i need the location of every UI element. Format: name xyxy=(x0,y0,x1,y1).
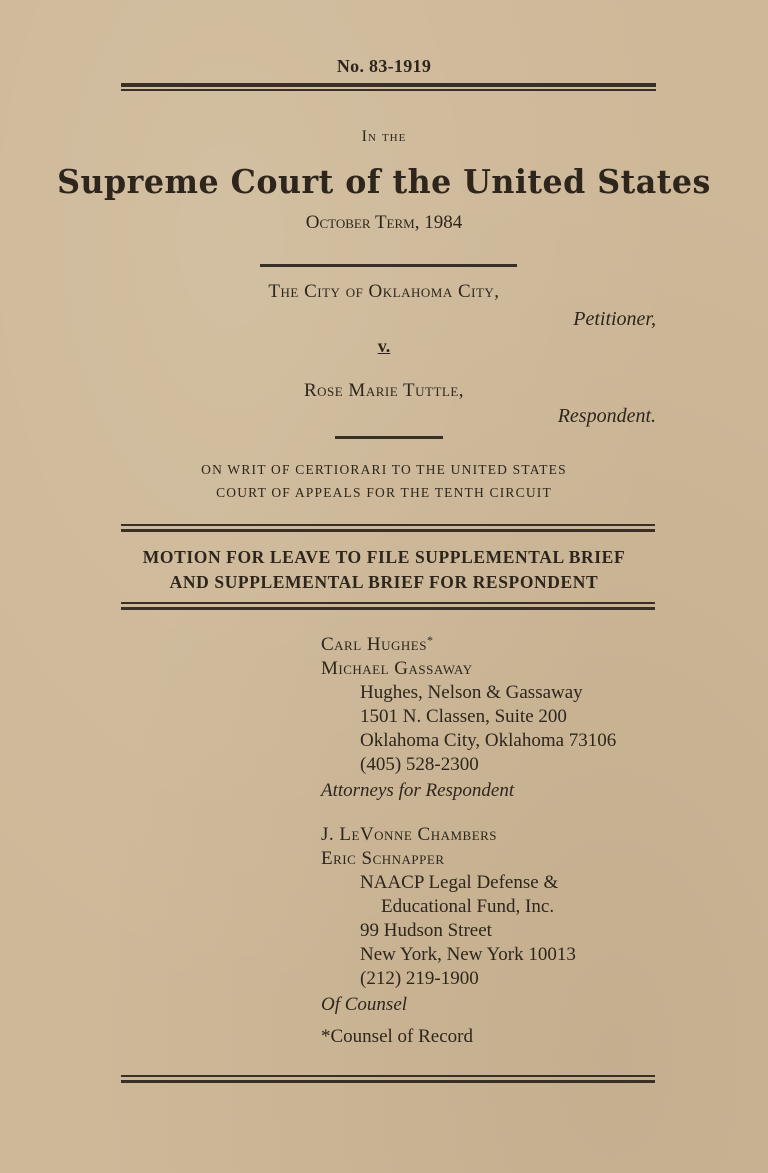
city-state-zip: Oklahoma City, Oklahoma 73106 xyxy=(360,730,617,751)
counsel-group-of-counsel xyxy=(321,823,616,1017)
versus: v. xyxy=(377,336,391,356)
attorney-name-text: Carl Hughes xyxy=(321,634,427,655)
motion-title-line-2: AND SUPPLEMENTAL BRIEF FOR RESPONDENT xyxy=(169,572,599,592)
street-address: 1501 N. Classen, Suite 200 xyxy=(360,706,567,727)
divider-rule xyxy=(260,264,517,267)
docket-number: No. 83-1919 xyxy=(336,56,432,76)
court-preamble: In the xyxy=(361,128,407,145)
counsel-of-record-marker: * xyxy=(426,633,434,647)
city-state-zip: New York, New York 10013 xyxy=(360,944,576,965)
petitioner-name: The City of Oklahoma City, xyxy=(268,281,500,302)
petitioner-role: Petitioner, xyxy=(573,308,656,330)
organization-name: NAACP Legal Defense & xyxy=(360,872,559,893)
counsel-of-record-footnote: *Counsel of Record xyxy=(321,1026,473,1047)
motion-title xyxy=(0,545,768,595)
rule-thick xyxy=(121,607,655,610)
counsel-group-respondent xyxy=(321,628,616,803)
rule-thick xyxy=(121,529,655,532)
counsel-role: Attorneys for Respondent xyxy=(321,780,515,801)
attorney-name: Michael Gassaway xyxy=(321,658,473,679)
attorney-name: J. LeVonne Chambers xyxy=(321,824,498,845)
counsel-role: Of Counsel xyxy=(321,994,408,1015)
respondent-name: Rose Marie Tuttle, xyxy=(303,380,465,401)
bottom-double-rule xyxy=(121,1075,655,1083)
motion-top-double-rule xyxy=(121,524,655,532)
court-term: October Term, 1984 xyxy=(305,212,463,233)
attorney-name xyxy=(321,628,616,657)
top-double-rule xyxy=(121,83,656,91)
writ-statement xyxy=(0,458,768,504)
respondent-role: Respondent. xyxy=(557,405,656,427)
phone-number: (405) 528-2300 xyxy=(360,754,479,775)
divider-rule-short xyxy=(335,436,443,439)
motion-bottom-double-rule xyxy=(121,602,655,610)
firm-name: Hughes, Nelson & Gassaway xyxy=(360,682,583,703)
counsel-block xyxy=(321,628,616,1049)
writ-line-1: ON WRIT OF CERTIORARI TO THE UNITED STATES xyxy=(201,462,567,477)
organization-name-cont: Educational Fund, Inc. xyxy=(381,896,555,917)
street-address: 99 Hudson Street xyxy=(360,920,492,941)
rule-thick xyxy=(121,1080,655,1083)
attorney-name: Eric Schnapper xyxy=(321,848,445,869)
motion-title-line-1: MOTION FOR LEAVE TO FILE SUPPLEMENTAL BRIEF xyxy=(142,547,626,567)
writ-line-2: COURT OF APPEALS FOR THE TENTH CIRCUIT xyxy=(216,485,552,500)
court-name: Supreme Court of the United States xyxy=(57,162,711,201)
rule-thin xyxy=(121,89,656,91)
phone-number: (212) 219-1900 xyxy=(360,968,479,989)
